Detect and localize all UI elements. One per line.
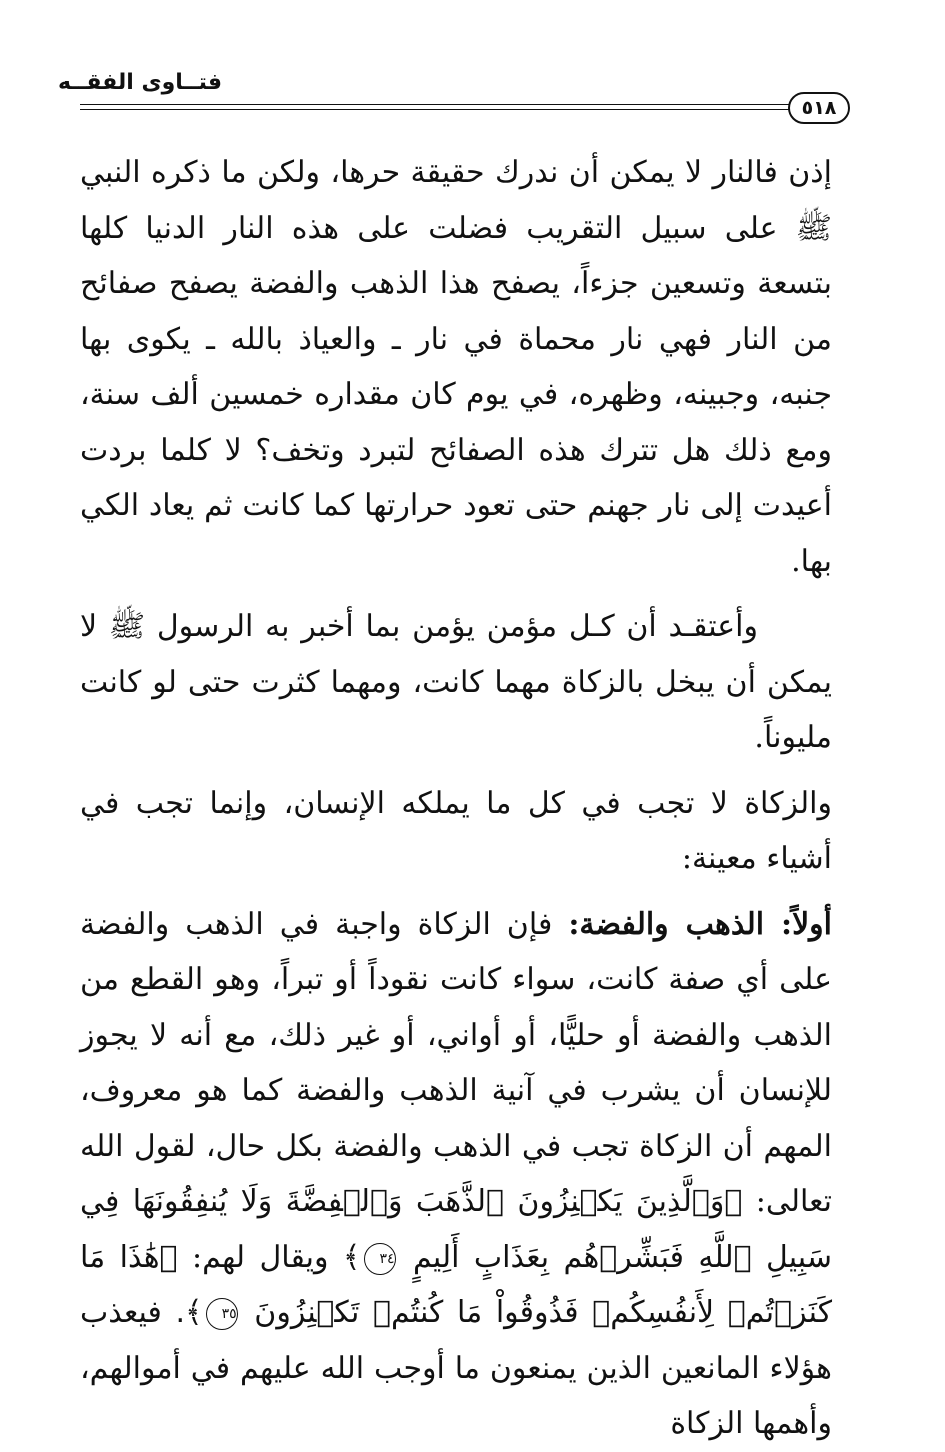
page-header: [57, 68, 850, 130]
verse-number-35: ٣٥: [206, 1298, 238, 1330]
verse-number-34: ٣٤: [364, 1243, 396, 1275]
paragraph-2: وأعتقـد أن كـل مؤمن يؤمن بما أخبر به الرسول ﷺ لا يمكن أن يبخل بالزكاة مهما كانت، ومهما كثرت حتى لو كانت مليوناً.: [80, 609, 832, 755]
paragraph-1: إذن فالنار لا يمكن أن ندرك حقيقة حرها، ولكن ما ذكره النبي ﷺ على سبيل التقريب فضلت على هذه النار الدنيا كلها بتسعة وتسعين جزءاً، يصفح هذا الذهب والفضة يصفح صفائح من النار فهي نار محماة في نار ـ والعياذ بالله ـ يكوى بها جنبه، وجبينه، وظهره، في يوم كان مقداره خمسين ألف سنة، ومع ذلك هل تترك هذه الصفائح لتبرد وتخف؟ لا كلما بردت أعيدت إلى نار جهنم حتى تعود حرارتها كما كانت ثم يعاد الكي بها.: [80, 155, 832, 579]
header-rule-top: [80, 104, 792, 105]
paragraph-4: [80, 897, 832, 1452]
page-number-badge: ٥١٨: [788, 92, 850, 124]
verse-35-close: ﴾.: [175, 1295, 203, 1330]
quran-verse-34: ﴿وَٱلَّذِينَ يَكۡنِزُونَ ٱلذَّهَبَ وَٱلۡفِضَّةَ وَلَا يُنفِقُونَهَا فِي سَبِيلِ ٱللَّهِ فَبَشِّرۡهُم بِعَذَابٍ أَلِيمٍ: [80, 1184, 832, 1275]
paragraph-4-end: فيعذب هؤلاء المانعين الذين يمنعون ما أوجب الله عليهم في أموالهم، وأهمها الزكاة: [80, 1295, 833, 1441]
header-rule-bottom: [80, 109, 792, 110]
paragraph-3: والزكاة لا تجب في كل ما يملكه الإنسان، وإنما تجب في أشياء معينة:: [80, 785, 832, 876]
connector-text: ويقال لهم:: [192, 1239, 329, 1275]
section-heading-gold-silver: أولاً: الذهب والفضة:: [568, 906, 832, 942]
running-header-title: فتــاوى الفقــه: [57, 70, 222, 95]
page-body: [80, 145, 832, 1452]
verse-34-close: ﴾: [342, 1239, 361, 1275]
paragraph-4-text: فإن الزكاة واجبة في الذهب والفضة على أي صفة كانت، سواء كانت نقوداً أو تبراً، وهو القطع من الذهب والفضة أو حليًّا، أو أواني، أو غير ذلك، مع أنه لا يجوز للإنسان أن يشرب في آنية الذهب والفضة كما هو معروف، المهم أن الزكاة تجب في الذهب والفضة بكل حال، لقول الله تعالى:: [80, 906, 833, 1219]
quran-verse-35: ﴿هَٰذَا مَا كَنَزۡتُمۡ لِأَنفُسِكُمۡ فَذُوقُواْ مَا كُنتُمۡ تَكۡنِزُونَ: [80, 1239, 833, 1330]
